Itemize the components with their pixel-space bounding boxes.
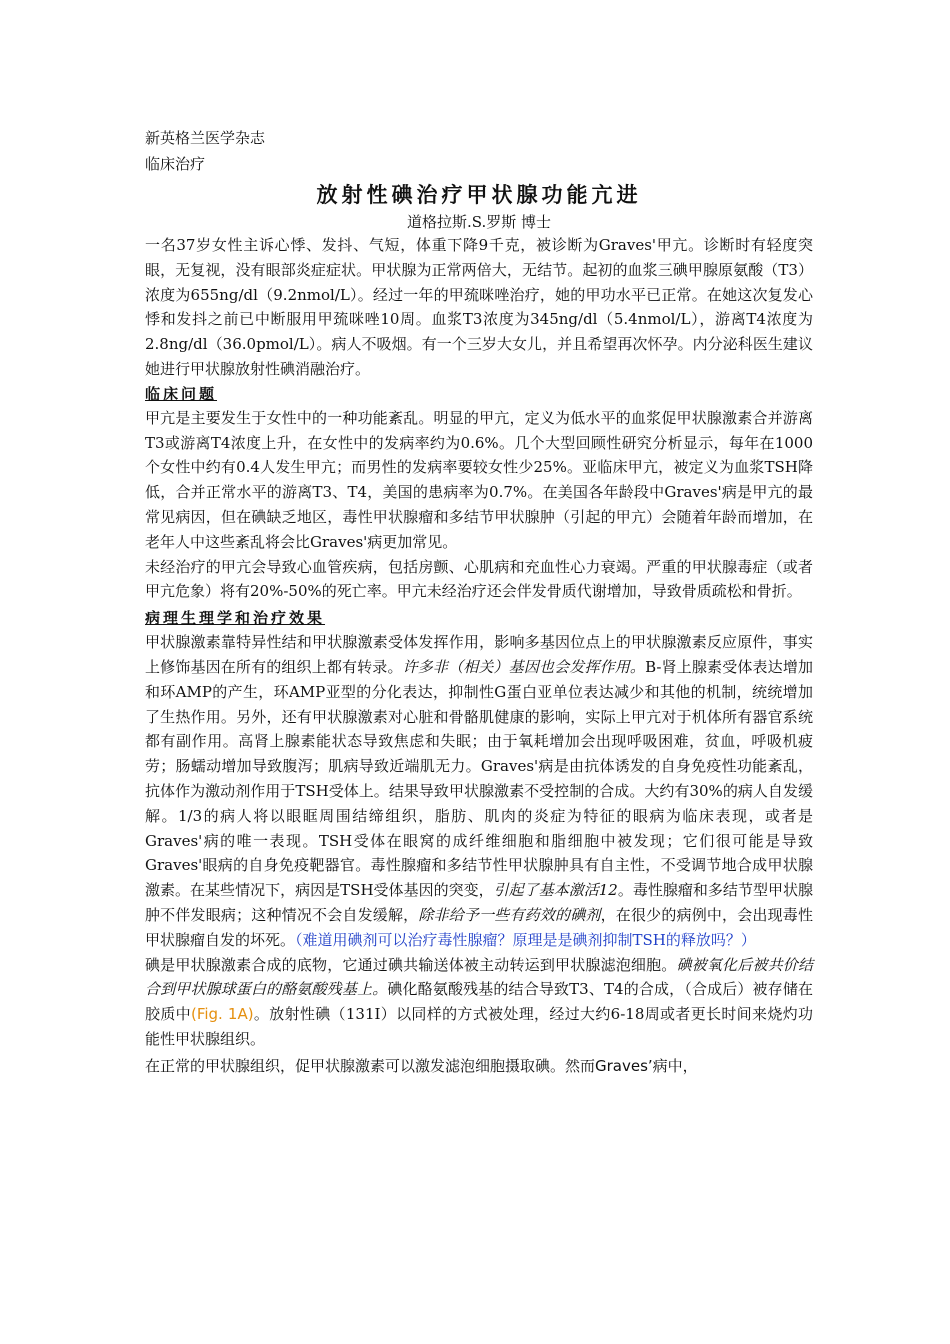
text-run: Graves’病中，	[595, 1056, 698, 1075]
italic-text-run: 许多非（相关）基因也会发挥作用。	[402, 657, 646, 676]
text-run: ，在很少的病例中，会出现毒性甲状腺瘤自发的坏死。	[145, 905, 813, 949]
clinical-paragraph-2: 未经治疗的甲亢会导致心血管疾病，包括房颤、心肌病和充血性心力衰竭。严重的甲状腺毒症（或者甲亢危象）将有20%-50%的死亡率。甲亢未经治疗还会伴发骨质代谢增加，导致骨质疏松和骨折。	[145, 557, 813, 601]
text-run: 。毒性腺瘤和多结节型甲状腺肿不伴发眼病；这种情况不会自发缓解，	[145, 881, 813, 924]
patho-paragraph-1	[145, 630, 813, 952]
section-name: 临床治疗	[145, 155, 206, 173]
case-paragraph: 一名37岁女性主诉心悸、发抖、气短，体重下降9千克，被诊断为Graves'甲亢。诊断时有轻度突眼，无复视，没有眼部炎症症状。甲状腺为正常两倍大，无结节。起初的血浆三碘甲腺原氨酸（T3）浓度为655ng/dl（9.2nmol/L）。经过一年的甲巯咪唑治疗，她的甲功水平已正常。在她这次复发心悸和发抖之前已中断服用甲巯咪唑10周。血浆T3浓度为345ng/dl（5.4nmol/L），游离T4浓度为2.8ng/dl（36.0pmol/L）。病人不吸烟。有一个三岁大女儿，并且希望再次怀孕。内分泌科医生建议她进行甲状腺放射性碘消融治疗。	[145, 236, 813, 378]
article-author: 道格拉斯.S.罗斯 博士	[406, 213, 552, 231]
patho-paragraph-2	[145, 953, 813, 1052]
italic-text-run: 除非给予一些有药效的碘剂	[418, 905, 601, 924]
article-title: 放射性碘治疗甲状腺功能亢进	[316, 183, 642, 207]
text-run: 在正常的甲状腺组织，促甲状腺激素可以激发滤泡细胞摄取碘。然而	[145, 1056, 596, 1075]
clinical-paragraph-1: 甲亢是主要发生于女性中的一种功能紊乱。明显的甲亢，定义为低水平的血浆促甲状腺激素合并游离T3或游离T4浓度上升，在女性中的发病率约为0.6%。几个大型回顾性研究分析显示，每年在1000个女性中约有0.4人发生甲亢；而男性的发病率要较女性少25%。亚临床甲亢，被定义为血浆TSH降低，合并正常水平的游离T3、T4，美国的患病率为0.7%。在美国各年龄段中Graves'病是甲亢的最常见病因，但在碘缺乏地区，毒性甲状腺瘤和多结节甲状腺肿（引起的甲亢）会随着年龄而增加，在老年人中这些紊乱将会比Graves'病更加常见。	[145, 408, 813, 551]
text-run: 碘是甲状腺激素合成的底物，它通过碘共输送体被主动转运到甲状腺滤泡细胞。	[145, 955, 677, 974]
text-run: 甲状腺激素靠特异性结和甲状腺激素受体发挥作用，影响多基因位点上的甲状腺激素反应原件，事实上修饰基因在所有的组织上都有转录。	[145, 633, 813, 676]
journal-name: 新英格兰医学杂志	[145, 129, 266, 147]
translator-note: （难道用碘剂可以治疗毒性腺瘤？原理是是碘剂抑制TSH的释放吗？）	[295, 930, 756, 949]
italic-text-run: 引起了基本激活12	[493, 881, 618, 900]
heading-pathophysiology: 病理生理学和治疗效果	[145, 609, 326, 628]
document-page	[145, 125, 813, 1079]
figure-link[interactable]: (Fig. 1A)	[190, 1005, 254, 1024]
text-run: 。放射性碘（131I）以同样的方式被处理，经过大约6-18周或者更长时间来烧灼功能性甲状腺组织。	[145, 1005, 813, 1048]
text-run: B-肾上腺素受体表达增加和环AMP的产生，环AMP亚型的分化表达，抑制性G蛋白亚单位表达减少和其他的机制，统统增加了生热作用。另外，还有甲状腺激素对心脏和骨骼肌健康的影响，实际上甲亢对于机体所有器官系统都有副作用。高肾上腺素能状态导致焦虑和失眠；由于氧耗增加会出现呼吸困难，贫血，呼吸机疲劳；肠蠕动增加导致腹泻；肌病导致近端肌无力。Graves'病是由抗体诱发的自身免疫性功能紊乱，抗体作为激动剂作用于TSH受体上。结果导致甲状腺激素不受控制的合成。大约有30%的病人自发缓解。1/3的病人将以眼眶周围结缔组织，脂肪、肌肉的炎症为特征的眼病为临床表现，或者是Graves'病的唯一表现。TSH受体在眼窝的成纤维细胞和脂细胞中被发现；它们很可能是导致Graves'眼病的自身免疫靶器官。毒性腺瘤和多结节性甲状腺肿具有自主性，不受调节地合成甲状腺激素。在某些情况下，病因是TSH受体基因的突变，	[145, 657, 813, 900]
text-run: 碘化酪氨酸残基的结合导致T3、T4的合成，（合成后）被存储在胶质中	[145, 980, 813, 1024]
italic-text-run: 碘被氧化后被共价结合到甲状腺球蛋白的酪氨酸残基上。	[145, 955, 813, 999]
patho-paragraph-3	[145, 1054, 813, 1079]
heading-clinical-problem: 临床问题	[145, 384, 218, 403]
